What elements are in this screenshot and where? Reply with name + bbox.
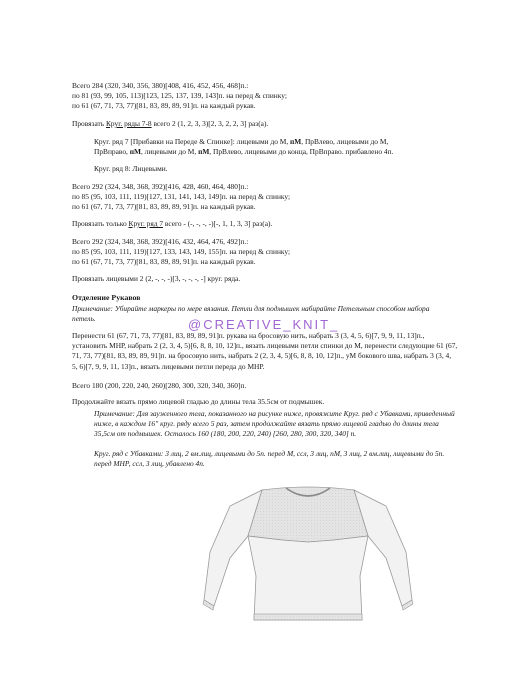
continue-knitting: Продолжайте вязать прямо лицевой гладью до длины тела 35.5см от подмышек. [72,397,325,406]
sweater-diagram [202,480,414,628]
round-7-link[interactable]: Круг. ряд 7 [128,219,164,228]
note-tapered-body: Примечание: Для зауженного тела, показанного на рисунке ниже, провяжите Круг. ряд с Убавками, приведенный ниже, в каждом 16" круг. ряду всего 5 раз, затем продолжайте вязать прямо лицевой гладью до длины тела 35,5см от подмышек. Осталось 160 (180, 200, 220, 240) [260, 280, 300, 320, 340] п. [94,409,455,439]
rounds-7-8-link[interactable]: Круг. ряды 7-8 [105,119,152,128]
round-7-instructions: Круг. ряд 7 [Прибавки на Переде & Спинке]: лицевыми до М, пМ, ПрВлево, лицевыми до М, ПрВправо, пМ, лицевыми до М, пМ, ПрВлево, лицевыми до конца, ПрВправо. прибавлено 4п. [94,137,394,157]
total-284-line: Всего 284 (320, 340, 356, 380)[408, 416, 452, 456, 468]п.: [72,81,249,90]
note-markers: Примечание: Убирайте маркеры по мере вязания. Петли для подмышек набирайте Петельным способом набора петель. [72,304,430,324]
front-back-85-line: по 85 (95, 103, 111, 119)[127, 131, 141, 143, 149]п. на перед & спинку; [72,192,291,201]
hem [254,614,362,620]
total-292-line: Всего 292 (324, 348, 368, 392)[416, 428, 460, 464, 480]п.: [72,182,249,191]
transfer-instructions: Перенести 61 (67, 71, 73, 77)[81, 83, 89, 89, 91]п. рукава на бросовую нить, набрать 3 (3, 4, 5, 6)[7, 9, 9, 11, 13]п., установить МНР, набрать 2 (2, 3, 4, 5)[6, 8, 8, 10, 12]п., вязать лицевыми петли спинки до М, перенести следующие 61 (67, 71, 73, 77)[81, 83, 89, 89, 91]п. на бросовую нить, набрать 2 (2, 3, 4, 5)[6, 8, 8, 10, 12]п., уМ бокового шва, набрать 3 (3, 4, 5, 6)[7, 9, 9, 11, 13]п., вязать лицевыми петли переда до МНР. [72,331,458,371]
repeat-rounds-7-8: Провязать Круг. ряды 7-8 всего 2 (1, 2, 3, 3)[2, 3, 2, 2, 3] раз(а). [72,119,269,128]
decrease-round: Круг. ряд с Убавками: 3 лиц, 2 вм.лиц, лицевыми до 5п. перед М, ссл, 3 лиц, пМ, 3 лиц, 2 вм.лиц, лицевыми до 5п. перед МНР, ссл, 3 лиц, убавлено 4п. [94,449,445,469]
sleeve-61-line-2: по 61 (67, 71, 73, 77)[81, 83, 89, 89, 91]п. на каждый рукав. [72,202,256,211]
front-back-81-line: по 81 (93, 99, 105, 113)[123, 125, 137, 139, 143]п. на перед & спинку; [72,91,287,100]
round-8-instructions: Круг. ряд 8: Лицевыми. [94,164,168,173]
watermark-handle: @CREATIVE_KNIT_ [188,317,340,332]
total-292-line-b: Всего 292 (324, 348, 368, 392)[416, 432, 464, 476, 492]п.: [72,237,249,246]
section-title: Отделение Рукавов [72,293,141,302]
knit-two-rounds: Провязать лицевыми 2 (2, -, -, -)[3, -, -, -, -] круг. ряда. [72,274,241,283]
front-back-85-line-b: по 85 (95, 103, 111, 119)[127, 133, 143, 149, 155]п. на перед & спинку; [72,247,291,256]
repeat-round-7-only: Провязать только Круг. ряд 7 всего - (-, -, -, -)[-, 1, 1, 3, 3] раз(а). [72,219,273,228]
sleeve-61-line: по 61 (67, 71, 73, 77)[81, 83, 89, 89, 91]п. на каждый рукав. [72,101,256,110]
total-180-line: Всего 180 (200, 220, 240, 260)[280, 300, 320, 340, 360]п. [72,381,247,390]
sleeve-61-line-b: по 61 (67, 71, 73, 77)[81, 83, 89, 89, 91]п. на каждый рукав. [72,257,256,266]
body [248,536,368,620]
